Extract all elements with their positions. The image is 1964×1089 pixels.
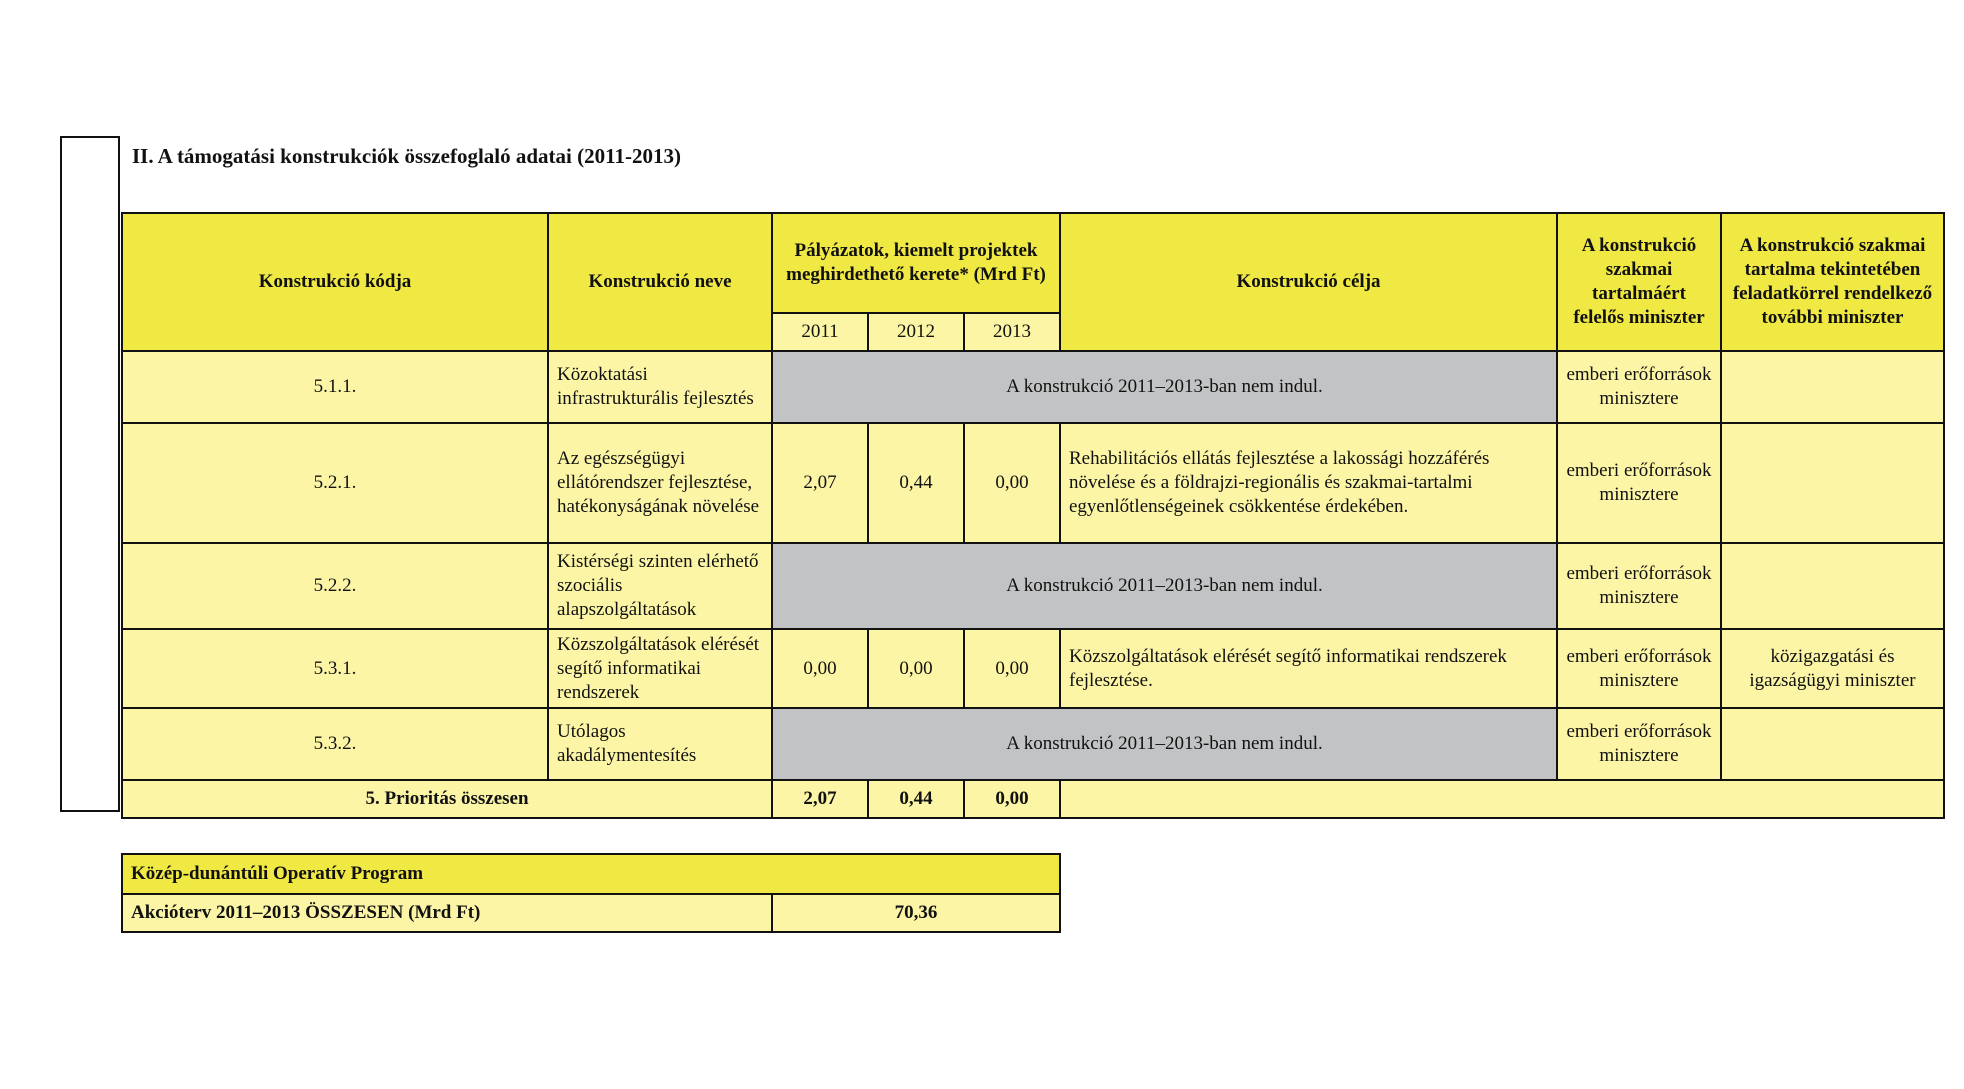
row-minister: emberi erőforrások minisztere [1557,351,1721,423]
row-minister: emberi erőforrások minisztere [1557,708,1721,780]
total-empty-cell [1060,780,1944,818]
table-row [122,543,1944,629]
row-value-2013: 0,00 [964,629,1060,708]
header-goal: Konstrukció célja [1060,213,1557,351]
header-year-2013: 2013 [964,313,1060,351]
summary-value: 70,36 [772,894,1060,932]
row-not-started: A konstrukció 2011–2013-ban nem indul. [772,351,1557,423]
row-other-minister [1721,351,1944,423]
row-value-2012: 0,00 [868,629,964,708]
header-minister: A konstrukció szakmai tartalmáért felelős miniszter [1557,213,1721,351]
row-minister: emberi erőforrások minisztere [1557,423,1721,543]
row-name: Kistérségi szinten elérhető szociális alapszolgáltatások [548,543,772,629]
program-name: Közép-dunántúli Operatív Program [122,854,1060,894]
row-code: 5.1.1. [122,351,548,423]
row-not-started: A konstrukció 2011–2013-ban nem indul. [772,543,1557,629]
header-budget: Pályázatok, kiemelt projektek meghirdethető kerete* (Mrd Ft) [772,213,1060,313]
header-row [122,213,1944,313]
row-value-2013: 0,00 [964,423,1060,543]
table-row [122,423,1944,543]
row-name: Közszolgáltatások elérését segítő informatikai rendszerek [548,629,772,708]
table-row [122,708,1944,780]
row-code: 5.2.2. [122,543,548,629]
left-margin-frame [60,136,120,812]
summary-label: Akcióterv 2011–2013 ÖSSZESEN (Mrd Ft) [122,894,772,932]
section-title: II. A támogatási konstrukciók összefoglaló adatai (2011-2013) [132,144,681,168]
header-year-2011: 2011 [772,313,868,351]
row-name: Közoktatási infrastrukturális fejlesztés [548,351,772,423]
header-year-2012: 2012 [868,313,964,351]
row-value-2012: 0,44 [868,423,964,543]
program-row [122,854,1060,894]
header-code: Konstrukció kódja [122,213,548,351]
row-other-minister: közigazgatási és igazságügyi miniszter [1721,629,1944,708]
total-value-2012: 0,44 [868,780,964,818]
table-row [122,629,1944,708]
row-name: Utólagos akadálymentesítés [548,708,772,780]
header-other-minister: A konstrukció szakmai tartalma tekintetében feladatkörrel rendelkező további miniszter [1721,213,1944,351]
constructions-table [121,212,1945,819]
row-goal: Rehabilitációs ellátás fejlesztése a lakossági hozzáférés növelése és a földrajzi-regionális és szakmai-tartalmi egyenlőtlenségeinek csökkentése érdekében. [1060,423,1557,543]
row-other-minister [1721,423,1944,543]
row-name: Az egészségügyi ellátórendszer fejlesztése, hatékonyságának növelése [548,423,772,543]
row-value-2011: 2,07 [772,423,868,543]
row-code: 5.2.1. [122,423,548,543]
row-not-started: A konstrukció 2011–2013-ban nem indul. [772,708,1557,780]
row-other-minister [1721,543,1944,629]
row-code: 5.3.1. [122,629,548,708]
program-summary-table [121,853,1061,933]
summary-row [122,894,1060,932]
table-row [122,351,1944,423]
row-goal: Közszolgáltatások elérését segítő informatikai rendszerek fejlesztése. [1060,629,1557,708]
total-value-2011: 2,07 [772,780,868,818]
row-value-2011: 0,00 [772,629,868,708]
row-minister: emberi erőforrások minisztere [1557,543,1721,629]
total-row [122,780,1944,818]
total-label: 5. Prioritás összesen [122,780,772,818]
row-code: 5.3.2. [122,708,548,780]
header-name: Konstrukció neve [548,213,772,351]
row-minister: emberi erőforrások minisztere [1557,629,1721,708]
row-other-minister [1721,708,1944,780]
total-value-2013: 0,00 [964,780,1060,818]
